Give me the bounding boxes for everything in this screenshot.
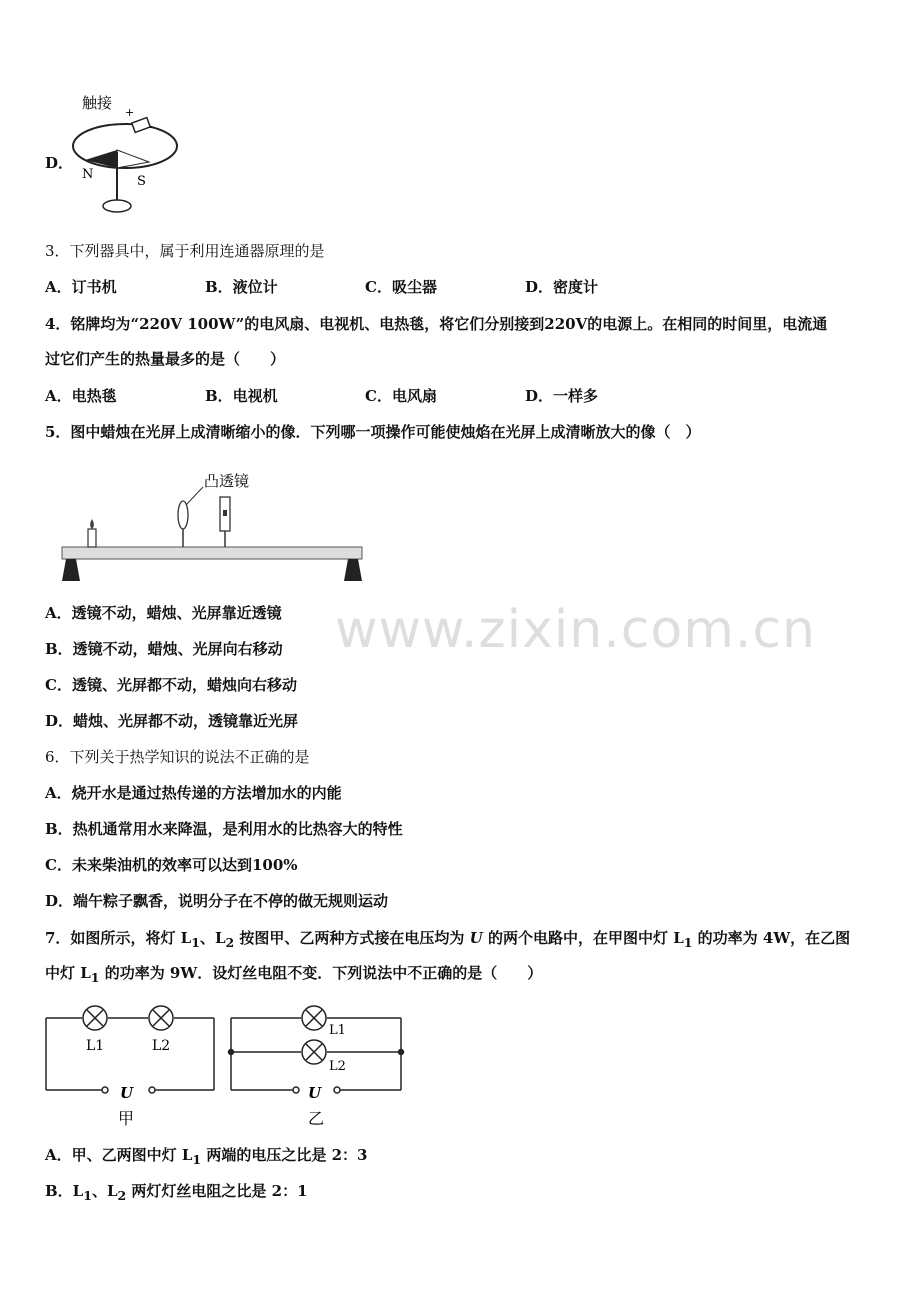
figure-d-compass xyxy=(45,90,195,220)
compass-diagram xyxy=(45,90,195,220)
jia-l2-label: L2 xyxy=(152,1038,171,1054)
q3-option-a: A．订书机 xyxy=(45,278,117,296)
q6-option-c: C．未来柴油机的效率可以达到100% xyxy=(45,856,298,874)
circuit-diagram xyxy=(40,1000,410,1130)
optical-bench-diagram xyxy=(58,455,370,590)
q4-option-a: A．电热毯 xyxy=(45,387,117,405)
plus-sign: + xyxy=(125,106,135,119)
q3-option-c: C．吸尘器 xyxy=(365,278,437,296)
q5-option-d: D．蜡烛、光屏都不动，透镜靠近光屏 xyxy=(45,712,299,730)
q4-stem-line1: 4．铭牌均为“220V 100W”的电风扇、电视机、电热毯，将它们分别接到220V的电源上。在相同的时间里，电流通 xyxy=(45,315,828,333)
yi-l1-label: L1 xyxy=(329,1023,346,1038)
jia-l1-label: L1 xyxy=(86,1038,105,1054)
q6-option-d: D．端午粽子飘香，说明分子在不停的做无规则运动 xyxy=(45,892,389,910)
jia-label: 甲 xyxy=(118,1109,135,1128)
q4-option-c: C．电风扇 xyxy=(365,387,437,405)
yi-l2-label: L2 xyxy=(329,1059,346,1074)
figure-d-label: D． xyxy=(45,154,74,172)
q4-stem-line2: 过它们产生的热量最多的是（ ） xyxy=(45,350,286,368)
contact-label: 触接 xyxy=(82,94,113,112)
jia-u-label: U xyxy=(120,1084,134,1102)
q5-option-b: B．透镜不动，蜡烛、光屏向右移动 xyxy=(45,640,283,658)
q5-option-c: C．透镜、光屏都不动，蜡烛向右移动 xyxy=(45,676,297,694)
q7-stem-line1: 7．如图所示，将灯 $L_1$、$L_2$ 按图甲、乙两种方式接在电压均为 U 的两个电路中，在甲图中灯 $L_1$ 的功率为 4W，在乙图 xyxy=(45,929,851,950)
convex-lens-label: 凸透镜 xyxy=(204,472,250,490)
q5-option-a: A．透镜不动，蜡烛、光屏靠近透镜 xyxy=(45,604,282,622)
q3-option-d: D．密度计 xyxy=(525,278,599,296)
q4-option-d: D．一样多 xyxy=(525,387,599,405)
yi-label: 乙 xyxy=(308,1109,325,1128)
watermark: www.zixin.com.cn xyxy=(335,600,816,660)
q5-stem: 5．图中蜡烛在光屏上成清晰缩小的像．下列哪一项操作可能使烛焰在光屏上成清晰放大的像（ ） xyxy=(45,423,701,441)
q4-option-b: B．电视机 xyxy=(205,387,278,405)
q3-option-b: B．液位计 xyxy=(205,278,278,296)
q7-option-b: B．$L_1$、$L_2$ 两灯灯丝电阻之比是 2：1 xyxy=(45,1182,308,1203)
q7-stem-line2: 中灯 $L_1$ 的功率为 9W．设灯丝电阻不变．下列说法中不正确的是（ ） xyxy=(45,964,543,985)
south-pole-label: S xyxy=(137,174,146,189)
circuit-figure xyxy=(40,1000,410,1130)
q7-option-a: A．甲、乙两图中灯 $L_1$ 两端的电压之比是 2：3 xyxy=(45,1146,368,1167)
yi-u-label: U xyxy=(308,1084,322,1102)
q3-stem: 3．下列器具中，属于利用连通器原理的是 xyxy=(45,242,325,260)
north-pole-label: N xyxy=(82,167,94,182)
q6-stem: 6．下列关于热学知识的说法不正确的是 xyxy=(45,748,310,766)
minus-sign: - xyxy=(149,120,153,133)
q6-option-b: B．热机通常用水来降温，是利用水的比热容大的特性 xyxy=(45,820,403,838)
q6-option-a: A．烧开水是通过热传递的方法增加水的内能 xyxy=(45,784,342,802)
optical-bench-figure xyxy=(58,455,370,590)
